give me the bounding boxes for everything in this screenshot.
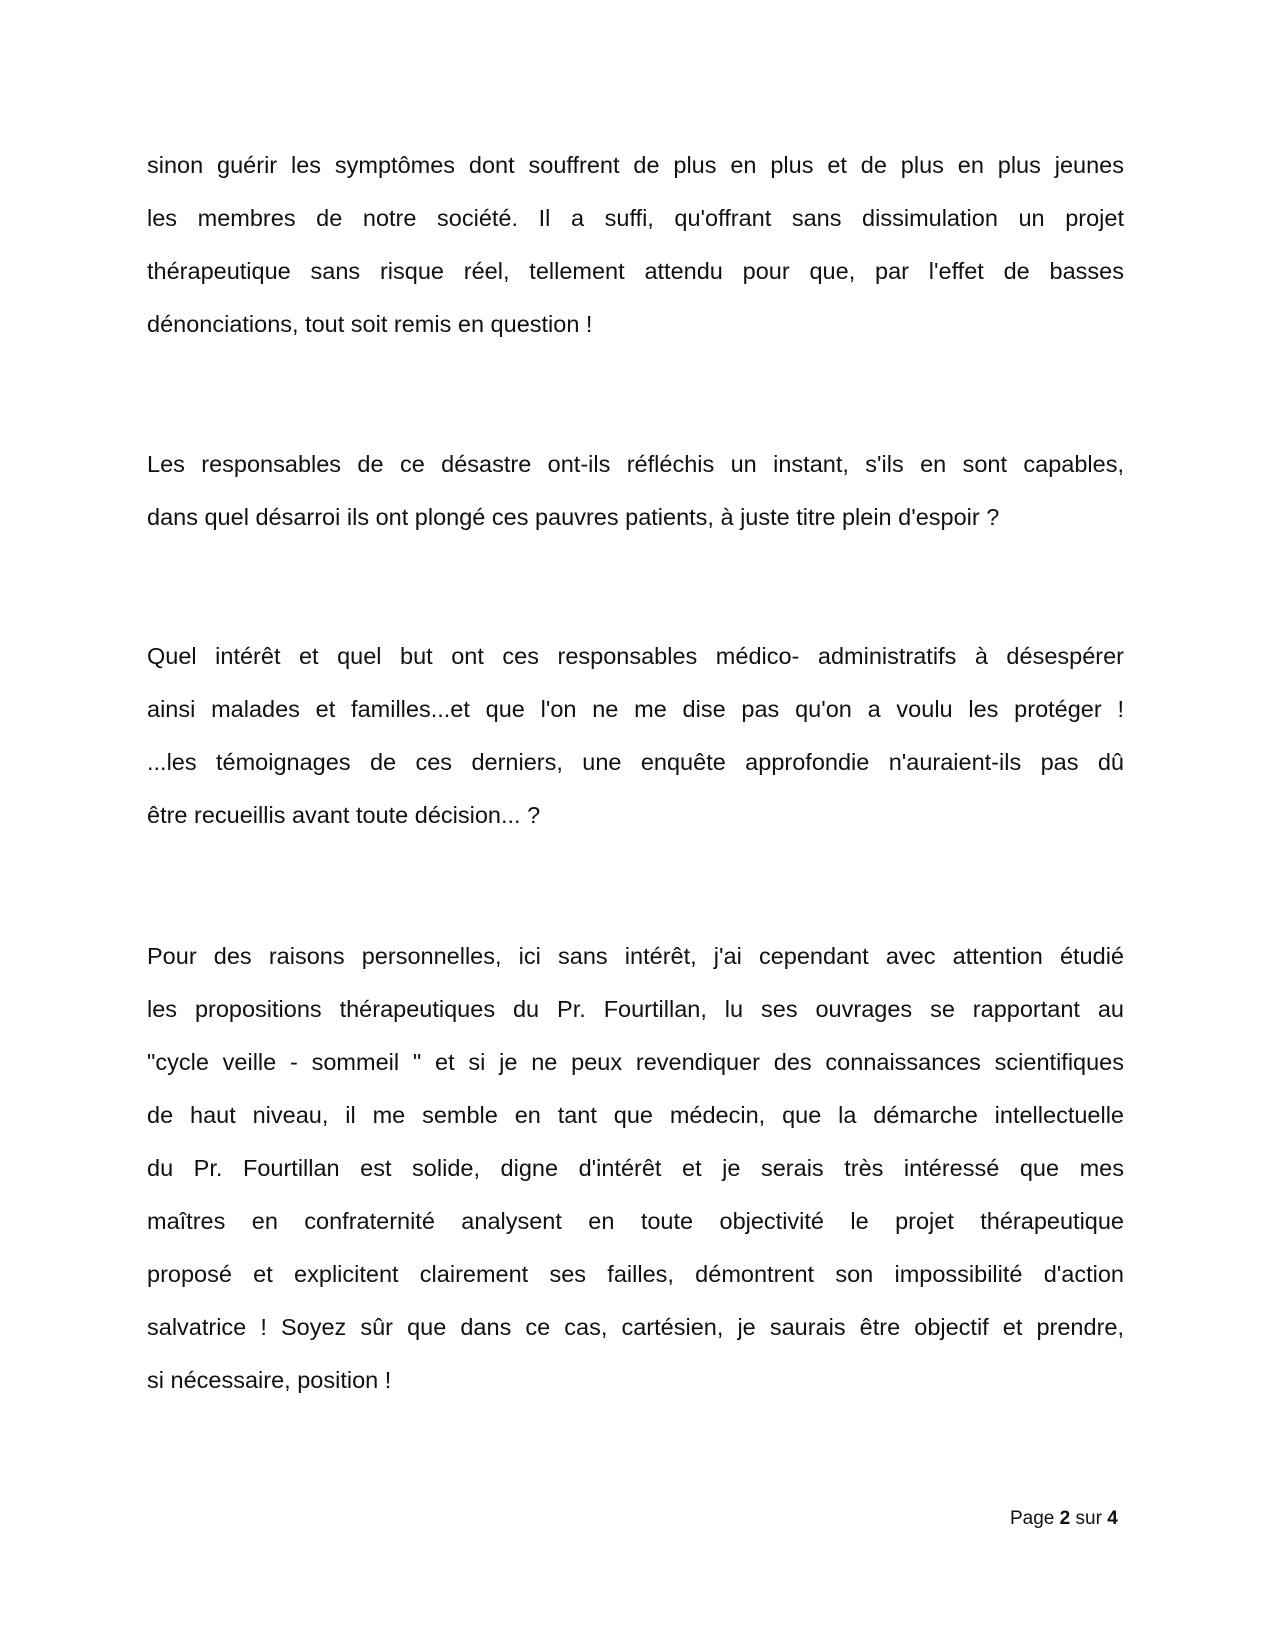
text-line: Quel intérêt et quel but ont ces responsables médico- administratifs à désespérer (147, 643, 1124, 669)
text-line: de haut niveau, il me semble en tant que médecin, que la démarche intellectuelle (147, 1102, 1124, 1128)
paragraph-4 (147, 930, 1124, 1407)
text-line: Les responsables de ce désastre ont-ils réfléchis un instant, s'ils en sont capables, (147, 451, 1124, 477)
page-footer (1010, 1507, 1118, 1531)
text-line: les propositions thérapeutiques du Pr. Fourtillan, lu ses ouvrages se rapportant au (147, 996, 1124, 1022)
text-line: être recueillis avant toute décision... ? (147, 802, 541, 828)
text-line: salvatrice ! Soyez sûr que dans ce cas, cartésien, je saurais être objectif et prendre, (147, 1314, 1124, 1340)
text-line: sinon guérir les symptômes dont souffrent de plus en plus et de plus en plus jeunes (147, 152, 1124, 178)
text-line: dans quel désarroi ils ont plongé ces pauvres patients, à juste titre plein d'espoir ? (147, 504, 1000, 530)
text-line: Pour des raisons personnelles, ici sans intérêt, j'ai cependant avec attention étudié (147, 943, 1124, 969)
page-label: Page (1010, 1508, 1055, 1529)
of-label: sur (1075, 1508, 1102, 1529)
text-line: maîtres en confraternité analysent en toute objectivité le projet thérapeutique (147, 1208, 1124, 1234)
text-line: dénonciations, tout soit remis en question ! (147, 311, 593, 337)
text-line: ...les témoignages de ces derniers, une enquête approfondie n'auraient-ils pas dû (147, 749, 1124, 775)
text-line: proposé et explicitent clairement ses failles, démontrent son impossibilité d'action (147, 1261, 1124, 1287)
text-line: du Pr. Fourtillan est solide, digne d'intérêt et je serais très intéressé que mes (147, 1155, 1124, 1181)
text-line: les membres de notre société. Il a suffi, qu'offrant sans dissimulation un projet (147, 205, 1124, 231)
paragraph-3 (147, 630, 1124, 842)
text-line: "cycle veille - sommeil " et si je ne peux revendiquer des connaissances scientifiques (147, 1049, 1124, 1075)
page-total: 4 (1107, 1508, 1118, 1529)
paragraph-2 (147, 438, 1124, 544)
text-line: thérapeutique sans risque réel, tellement attendu pour que, par l'effet de basses (147, 258, 1124, 284)
text-line: ainsi malades et familles...et que l'on ne me dise pas qu'on a voulu les protéger ! (147, 696, 1124, 722)
paragraph-1 (147, 139, 1124, 351)
text-line: si nécessaire, position ! (147, 1367, 392, 1393)
page-number: 2 (1059, 1508, 1071, 1529)
